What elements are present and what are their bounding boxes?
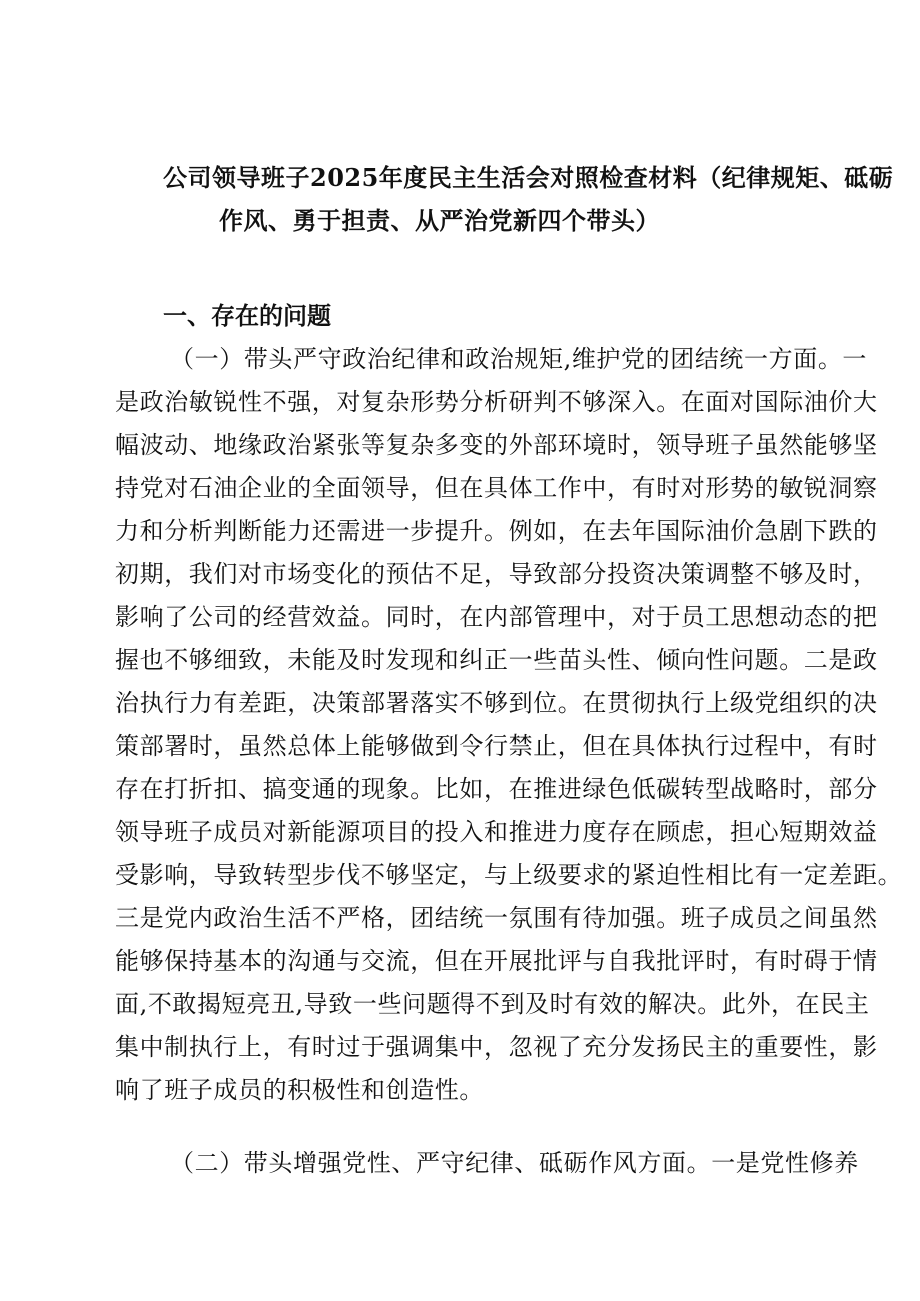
paragraph-line: 持党对石油企业的全面领导，但在具体工作中，有时对形势的敏锐洞察 (115, 474, 878, 502)
paragraph-line: 初期，我们对市场变化的预估不足，导致部分投资决策调整不够及时， (115, 560, 878, 588)
paragraph-line: 能够保持基本的沟通与交流，但在开展批评与自我批评时，有时碍于情 (115, 947, 878, 975)
paragraph-line: 领导班子成员对新能源项目的投入和推进力度存在顾虑，担心短期效益 (115, 818, 878, 846)
paragraph-line: 影响了公司的经营效益。同时，在内部管理中，对于员工思想动态的把 (115, 603, 878, 631)
paragraph-line: 治执行力有差距，决策部署落实不够到位。在贯彻执行上级党组织的决 (115, 689, 878, 717)
paragraph-line: 是政治敏锐性不强，对复杂形势分析研判不够深入。在面对国际油价大 (115, 388, 878, 416)
paragraph-line: 面,不敢揭短亮丑,导致一些问题得不到及时有效的解决。此外，在民主 (115, 990, 870, 1018)
paragraph-line: 存在打折扣、搞变通的现象。比如，在推进绿色低碳转型战略时，部分 (115, 775, 878, 803)
section-heading: 一、存在的问题 (163, 301, 331, 330)
paragraph-line: 握也不够细致，未能及时发现和纠正一些苗头性、倾向性问题。二是政 (115, 646, 878, 674)
paragraph-line: 受影响，导致转型步伐不够坚定，与上级要求的紧迫性相比有一定差距。 (115, 861, 903, 889)
paragraph-line: 策部署时，虽然总体上能够做到令行禁止，但在具体执行过程中，有时 (115, 732, 878, 760)
paragraph-line: 力和分析判断能力还需进一步提升。例如，在去年国际油价急剧下跌的 (115, 517, 878, 545)
document-title-line-1: 公司领导班子2025年度民主生活会对照检查材料（纪律规矩、砥砺 (163, 163, 894, 192)
paragraph-line: 响了班子成员的积极性和创造性。 (115, 1076, 484, 1104)
paragraph-line: 三是党内政治生活不严格，团结统一氛围有待加强。班子成员之间虽然 (115, 904, 878, 932)
paragraph-line: 幅波动、地缘政治紧张等复杂多变的外部环境时，领导班子虽然能够坚 (115, 431, 878, 459)
paragraph-line: （一）带头严守政治纪律和政治规矩,维护党的团结统一方面。一 (170, 345, 868, 373)
document-title-line-2: 作风、勇于担责、从严治党新四个带头） (219, 206, 660, 235)
paragraph-line: 集中制执行上，有时过于强调集中，忽视了充分发扬民主的重要性，影 (115, 1033, 878, 1061)
paragraph-line: （二）带头增强党性、严守纪律、砥砺作风方面。一是党性修养 (170, 1149, 859, 1177)
